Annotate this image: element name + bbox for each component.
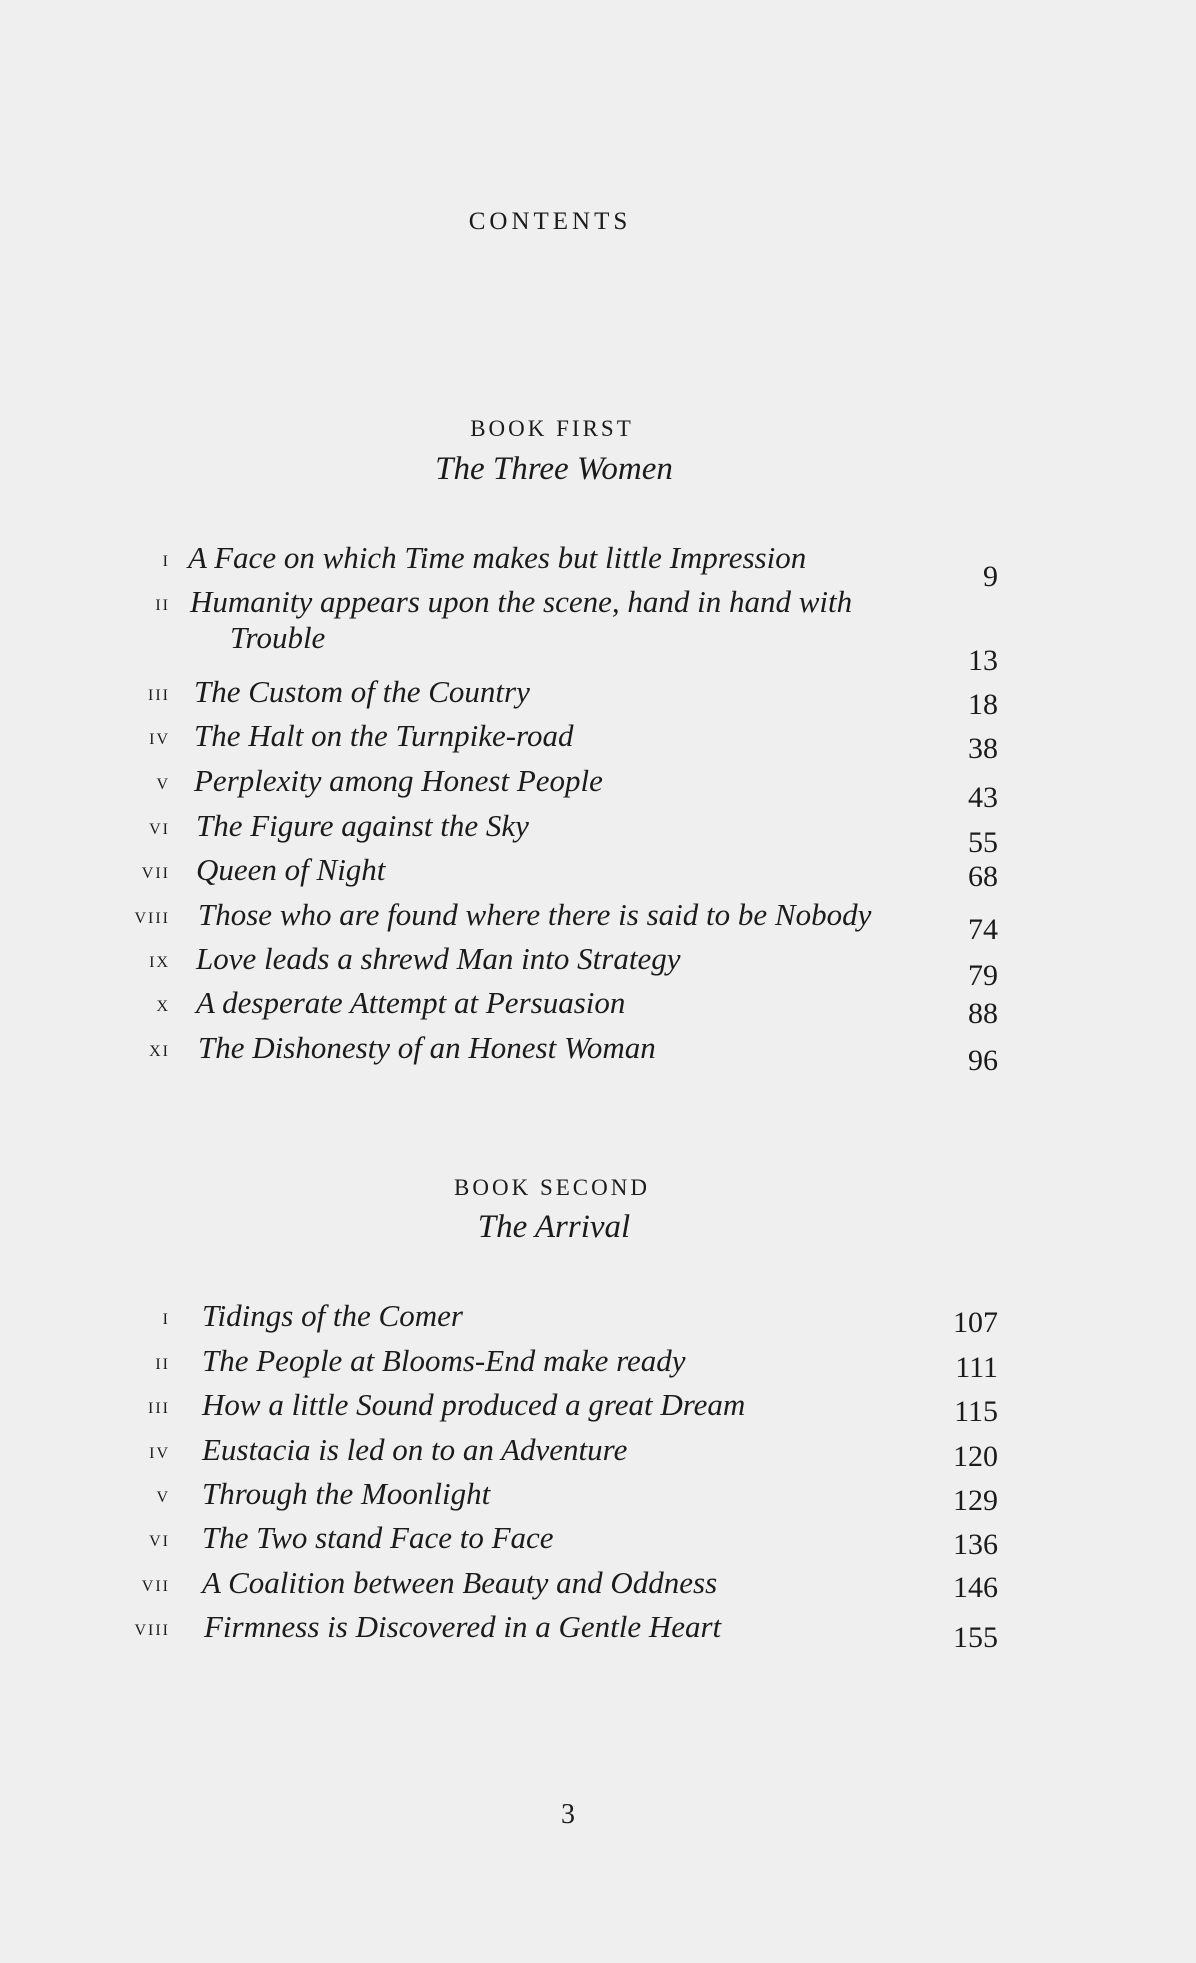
book-second-label: BOOK SECOND [454, 1175, 650, 1200]
toc-entry[interactable] [0, 985, 1196, 1029]
chapter-title-wrapper [190, 584, 852, 656]
toc-entry[interactable] [0, 718, 1196, 765]
page-number: 79 [968, 959, 998, 992]
chapter-title: A Coalition between Beauty and Oddness [202, 1565, 718, 1600]
page-folio: 3 [561, 1799, 575, 1830]
page-number: 155 [953, 1621, 998, 1654]
page-number: 115 [954, 1395, 998, 1428]
chapter-numeral: v [156, 769, 170, 794]
chapter-numeral: iii [148, 1393, 170, 1418]
book-first-title: The Three Women [435, 451, 673, 487]
chapter-numeral: iv [149, 1438, 170, 1463]
chapter-title: Those who are found where there is said to be Nobody [198, 897, 872, 932]
book-second-title: The Arrival [477, 1209, 631, 1245]
chapter-title-continuation: Trouble [230, 620, 326, 655]
chapter-numeral: x [156, 991, 170, 1016]
chapter-title: A Face on which Time makes but little Impression [188, 540, 807, 575]
page-number: 9 [983, 560, 998, 593]
page-number: 88 [968, 997, 998, 1030]
chapter-title: Firmness is Discovered in a Gentle Heart [204, 1609, 722, 1644]
chapter-numeral: ix [149, 947, 170, 972]
page-number: 146 [953, 1571, 998, 1604]
chapter-title: Love leads a shrewd Man into Strategy [196, 941, 681, 976]
page-number: 55 [968, 826, 998, 859]
toc-entry[interactable] [0, 1387, 1196, 1431]
chapter-title: A desperate Attempt at Persuasion [196, 985, 626, 1020]
chapter-title: Perplexity among Honest People [194, 763, 603, 798]
chapter-title: Humanity appears upon the scene, hand in hand with [190, 584, 853, 619]
toc-entry[interactable] [0, 941, 1196, 992]
page-number: 43 [968, 781, 998, 814]
toc-entry[interactable] [0, 1298, 1196, 1342]
page-number: 111 [955, 1351, 998, 1384]
toc-entry[interactable] [0, 1520, 1196, 1564]
page-number: 74 [968, 913, 998, 946]
chapter-numeral: viii [134, 903, 170, 928]
page-number: 68 [968, 860, 998, 893]
chapter-numeral: vi [149, 814, 170, 839]
toc-entry[interactable] [0, 1476, 1196, 1520]
book-first-label: BOOK FIRST [470, 416, 634, 441]
chapter-numeral: iv [149, 724, 170, 749]
chapter-numeral: vi [149, 1526, 170, 1551]
chapter-title: Queen of Night [196, 852, 386, 887]
page-heading: CONTENTS [468, 208, 632, 235]
chapter-title: The Two stand Face to Face [202, 1520, 554, 1555]
chapter-numeral: ii [155, 1349, 170, 1374]
toc-entry[interactable] [0, 763, 1196, 814]
chapter-numeral: vii [141, 858, 170, 883]
chapter-title: The People at Blooms-End make ready [202, 1343, 686, 1378]
chapter-numeral: iii [148, 680, 170, 705]
page-number: 129 [953, 1484, 998, 1517]
page-number: 120 [953, 1440, 998, 1473]
page-number: 13 [968, 644, 998, 677]
toc-entry[interactable] [0, 540, 1196, 593]
chapter-numeral: xi [149, 1036, 170, 1061]
chapter-numeral: ii [155, 590, 170, 615]
page-number: 38 [968, 732, 998, 765]
toc-entry[interactable] [0, 1609, 1196, 1653]
chapter-numeral: v [156, 1482, 170, 1507]
toc-entry[interactable] [0, 808, 1196, 859]
toc-entry[interactable] [0, 1343, 1196, 1387]
toc-entry[interactable] [0, 897, 1196, 946]
chapter-numeral: i [162, 1304, 170, 1329]
toc-entry[interactable] [0, 1030, 1196, 1077]
chapter-title: The Dishonesty of an Honest Woman [198, 1030, 656, 1065]
chapter-numeral: vii [141, 1571, 170, 1596]
chapter-title: How a little Sound produced a great Dream [202, 1387, 746, 1422]
chapter-title: Tidings of the Comer [202, 1298, 463, 1333]
page-number: 107 [953, 1306, 998, 1339]
page-number: 96 [968, 1044, 998, 1077]
toc-entry[interactable] [0, 1565, 1196, 1609]
chapter-title: The Halt on the Turnpike-road [194, 718, 574, 753]
chapter-title: Through the Moonlight [202, 1476, 491, 1511]
toc-entry[interactable] [0, 584, 1196, 677]
chapter-title: Eustacia is led on to an Adventure [202, 1432, 628, 1467]
chapter-numeral: i [162, 546, 170, 571]
chapter-title: The Figure against the Sky [196, 808, 529, 843]
chapter-title: The Custom of the Country [194, 674, 530, 709]
page-number: 18 [968, 688, 998, 721]
chapter-numeral: viii [134, 1615, 170, 1640]
toc-entry[interactable] [0, 852, 1196, 896]
page-number: 136 [953, 1528, 998, 1561]
toc-entry[interactable] [0, 1432, 1196, 1476]
toc-entry[interactable] [0, 674, 1196, 721]
